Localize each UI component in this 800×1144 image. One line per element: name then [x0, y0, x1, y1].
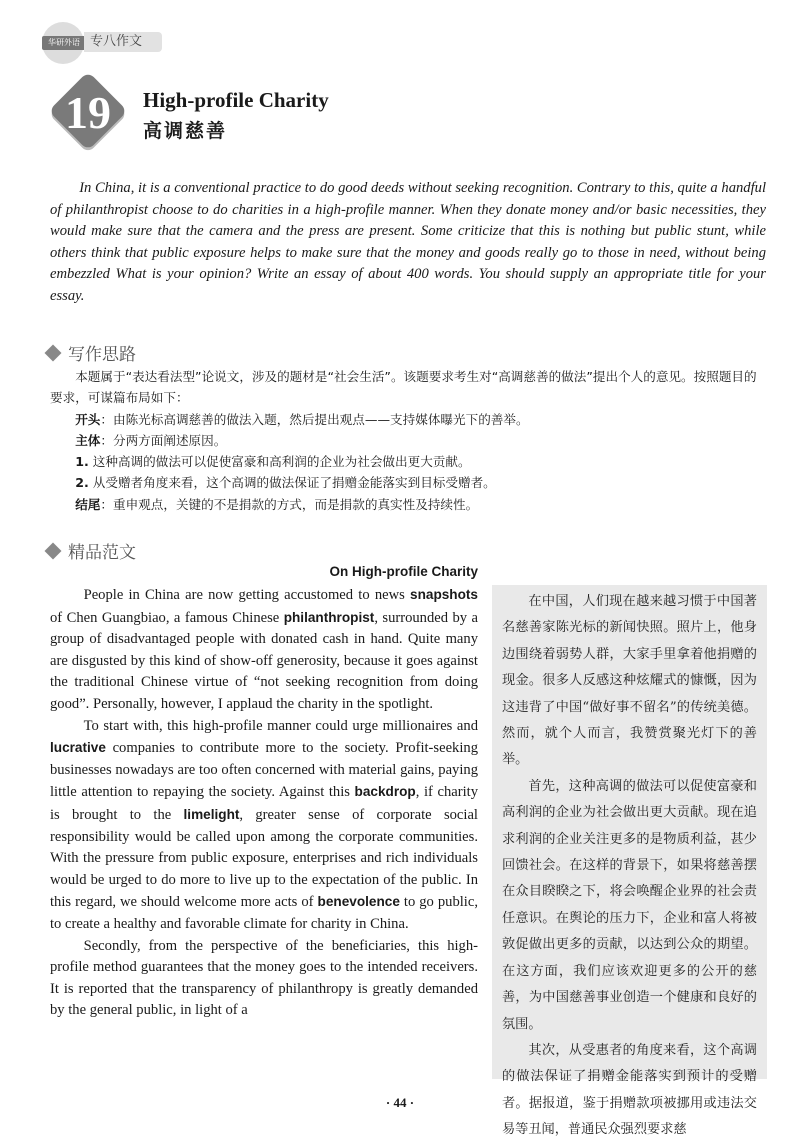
- outline-body: [50, 366, 766, 515]
- essay-text: companies to contribute more to the society. Profit-seeking businesses nowadays are too often concerned with material gains, paying little attention to repaying the society. Against this: [50, 740, 478, 801]
- essay-text: People in China are now getting accustomed to news: [83, 587, 411, 603]
- essay-prompt: In China, it is a conventional practice to do good deeds without seeking recognition. Contrary to this, quite a handful of philanthropist choose to do charities in a high-profile manner. When they donate money and/or basic necessities, they would make sure that the camera and the press are present. Some criticize that this is nothing but public stunt, while others think that public exposure helps to make sure that the money and goods really go to those in need, without being embezzled What is your opinion? Write an essay of about 400 words. You should supply an appropriate title for your essay.: [50, 180, 766, 304]
- outline-item-text: ：分两方面阐述原因。: [100, 432, 227, 448]
- outline-item-text: 从受赠者角度来看，这个高调的做法保证了捐赠金能落实到目标受赠者。: [88, 475, 496, 491]
- essay-text: To start with, this high-profile manner could urge millionaires and: [83, 717, 478, 734]
- essay-title: On High-profile Charity: [329, 564, 478, 579]
- outline-item-label: 1.: [75, 454, 89, 470]
- outline-item-label: 主体: [75, 432, 101, 448]
- translation-box: [492, 585, 767, 1138]
- page-number: · 44 ·: [385, 1095, 415, 1110]
- outline-item-label: 开头: [75, 411, 101, 427]
- outline-item: [50, 494, 766, 515]
- sample-heading: [44, 538, 136, 563]
- topic-number: 19: [65, 87, 111, 138]
- vocab-highlight: limelight: [183, 806, 240, 822]
- outline-item: [50, 409, 766, 430]
- vocab-highlight: lucrative: [50, 740, 106, 756]
- outline-intro: 本题属于“表达看法型”论说文，涉及的题材是“社会生活”。该题要求考生对“高调慈善的做法”提出个人的意见。按照题目的要求，可谋篇布局如下：: [50, 369, 757, 406]
- outline-heading-text: 写作思路: [68, 345, 136, 365]
- outline-item-text: ：由陈光标高调慈善的做法入题，然后提出观点——支持媒体曝光下的善举。: [100, 411, 529, 427]
- diamond-bullet-icon: [45, 344, 62, 361]
- vocab-highlight: backdrop: [354, 784, 416, 800]
- outline-item: [50, 472, 766, 493]
- section-tab: 专八作文: [84, 32, 162, 52]
- topic-title-en: High-profile Charity: [143, 88, 329, 112]
- vocab-highlight: philanthropist: [283, 609, 375, 625]
- outline-item-label: 2.: [75, 475, 89, 491]
- diamond-bullet-icon: [45, 542, 62, 559]
- outline-item-text: 这种高调的做法可以促使富豪和高利润的企业为社会做出更大贡献。: [88, 454, 471, 470]
- essay-text: Secondly, from the perspective of the beneficiaries, this high-profile method guarantees that the money goes to the intended receivers. It is reported that the transparency of philanthropy is greatly demanded by the general public, in light of a: [50, 937, 478, 1019]
- outline-heading: [44, 340, 136, 365]
- vocab-highlight: snapshots: [410, 587, 478, 602]
- sample-heading-text: 精品范文: [68, 543, 136, 563]
- essay-text: , greater sense of corporate social responsibility would be called upon among the corporate communities. With the pressure from public exposure, enterprises and rich individuals would be urged to do more to live up to the expectation of the public. In this regard, we should welcome more acts of: [50, 806, 478, 911]
- topic-title-zh: 高调慈善: [143, 120, 228, 142]
- essay-text: of Chen Guangbiao, a famous Chinese: [50, 609, 284, 626]
- essay-text: , surrounded by a group of disadvantaged people with donated cash in hand. Quite many are disgusted by this kind of show-off generosity, because it goes against the traditional Chinese virtue of “not seeking recognition from doing good”. Personally, however, I applaud the charity in the spotlight.: [50, 609, 478, 712]
- essay-body: [50, 584, 478, 1022]
- translation-paragraph: 在中国，人们现在越来越习惯于中国著名慈善家陈光标的新闻快照。照片上，他身边围绕着弱势人群，大家手里拿着他捐赠的现金。很多人反感这种炫耀式的慷慨，因为这违背了中国“做好事不留名”的传统美德。然而，就个人而言，我赞赏聚光灯下的善举。: [502, 594, 757, 768]
- essay-paragraph: [50, 936, 478, 1022]
- outline-item: [50, 451, 766, 472]
- outline-item: [50, 430, 766, 451]
- translation-paragraph: 其次，从受惠者的角度来看，这个高调的做法保证了捐赠金能落实到预计的受赠者。据报道，鉴于捐赠款项被挪用或违法交易等丑闻，普通民众强烈要求慈: [502, 1042, 757, 1138]
- publisher-logo: 华研外语: [42, 36, 86, 50]
- essay-text: , if charity is brought to the: [50, 784, 478, 823]
- essay-paragraph: [50, 584, 478, 716]
- essay-paragraph: [50, 716, 478, 936]
- outline-item-label: 结尾: [75, 496, 101, 512]
- outline-item-text: ：重申观点，关键的不是捐款的方式，而是捐款的真实性及持续性。: [100, 496, 479, 512]
- translation-paragraph: 首先，这种高调的做法可以促使富豪和高利润的企业为社会做出更大贡献。现在追求利润的企业关注更多的是物质利益，甚少回馈社会。在这样的背景下，如果将慈善摆在众目睽睽之下，将会唤醒企业界的社会责任意识。在舆论的压力下，企业和富人将被敦促做出更多的贡献，以达到公众的期望。在这方面，我们应该欢迎更多的公开的慈善，为中国慈善事业创造一个健康和良好的氛围。: [502, 778, 757, 1032]
- vocab-highlight: benevolence: [317, 894, 400, 910]
- essay-text: to go public, to create a healthy and favorable climate for charity in China.: [50, 894, 478, 932]
